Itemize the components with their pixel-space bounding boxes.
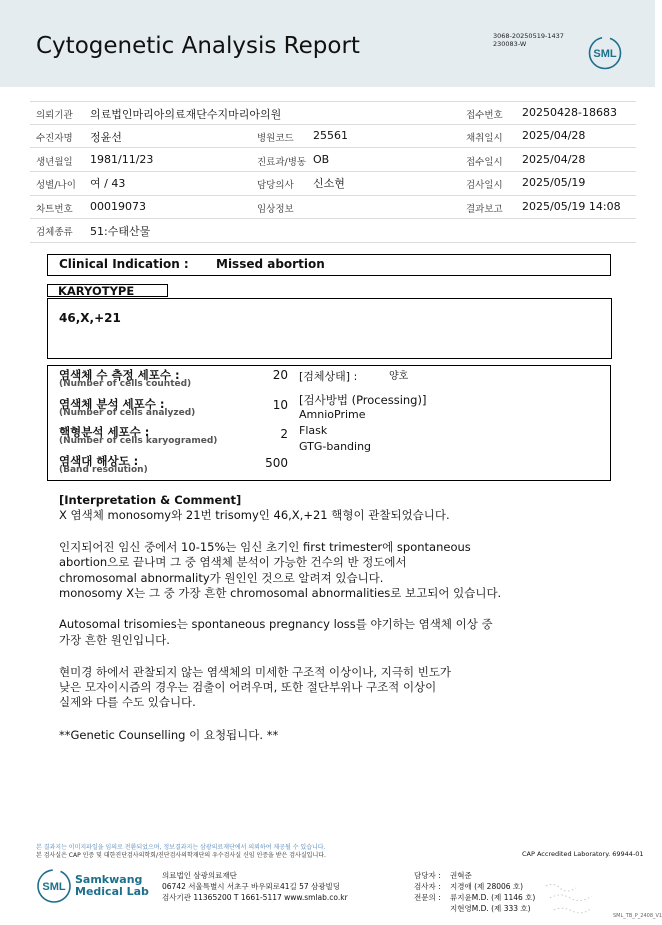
samkwang-logo-icon xyxy=(36,868,72,904)
samkwang-logo-text: SML xyxy=(42,881,66,893)
chart-no-value: 00019073 xyxy=(90,200,146,213)
interpretation-line: 실제와 다를 수도 있습니다. xyxy=(59,695,196,709)
processing-item: Flask xyxy=(299,424,328,437)
cells-analyzed-label: 염색체 분석 세포수 : xyxy=(59,397,165,411)
specimen-value: 51:수태산물 xyxy=(90,225,151,238)
footer-note-accreditation: 본 검사실은 CAP 인증 및 대한진단검사의학회/진단검사의학재단의 우수검사실 신임 인증을 받은 검사실입니다. xyxy=(36,852,326,859)
staff-names xyxy=(450,870,535,914)
clinical-info-label: 임상정보 xyxy=(257,204,294,215)
row-divider xyxy=(30,218,636,219)
exam-date-value: 2025/05/19 xyxy=(522,176,586,189)
brand-line2: Medical Lab xyxy=(75,885,149,898)
staff-role xyxy=(414,903,441,914)
processing-item: GTG-banding xyxy=(299,440,372,453)
staff-name: 지현영M.D. (제 333 호) xyxy=(450,904,531,913)
karyotype-box xyxy=(47,298,612,359)
staff-role: 전문의 : xyxy=(414,893,441,902)
cells-analyzed-value: 10 xyxy=(272,398,288,412)
cells-counted-sublabel: (Number of cells counted) xyxy=(59,379,192,389)
clinical-indication-value: Missed abortion xyxy=(216,257,325,271)
dob-value: 1981/11/23 xyxy=(90,153,154,166)
interpretation-line: 현미경 하에서 관찰되지 않는 염색체의 미세한 구조적 이상이나, 지극히 빈도가 xyxy=(59,665,452,679)
row-divider xyxy=(30,147,636,148)
cells-counted-label: 염색체 수 측정 세포수 : xyxy=(59,368,180,382)
interpretation-line: X 염색체 monosomy와 21번 trisomy인 46,X,+21 핵형이 관찰되었습니다. xyxy=(59,508,450,522)
karyotype-title: KARYOTYPE xyxy=(47,284,168,297)
processing-item: AmnioPrime xyxy=(299,408,366,421)
staff-name: 지경애 (제 28006 호) xyxy=(450,882,524,891)
genetic-counselling-note: **Genetic Counselling 이 요청됩니다. ** xyxy=(59,728,279,742)
sex-age-label: 성별/나이 xyxy=(36,180,76,191)
samkwang-brand xyxy=(75,874,149,898)
document-id-line1: 3068-20250519-1437 xyxy=(493,32,564,40)
org-address: 06742 서울특별시 서초구 바우뫼로41길 57 삼광빌딩 xyxy=(162,882,341,891)
institution-value: 의료법인마리아의료재단수지마리아의원 xyxy=(90,108,282,121)
doctor-value: 신소현 xyxy=(313,177,345,190)
staff-name: 류지윤M.D. (제 1146 호) xyxy=(450,893,536,902)
footer-note-conversion: 본 결과지는 이미지파일을 임의로 전환되었으며, 정보결과지는 삼광의료재단에서 의뢰하여 제공될 수 있습니다. xyxy=(36,844,326,851)
receipt-date-value: 2025/04/28 xyxy=(522,153,586,166)
row-divider xyxy=(30,124,636,125)
staff-role: 검사자 : xyxy=(414,882,441,891)
specimen-status-label: [검체상태] : xyxy=(299,370,358,383)
exam-date-label: 검사일시 xyxy=(466,180,503,191)
interpretation-line: 가장 흔한 원인입니다. xyxy=(59,633,170,647)
staff-name: 권혁준 xyxy=(450,871,472,880)
row-divider xyxy=(30,195,636,196)
interpretation-line: Autosomal trisomies는 spontaneous pregnancy loss를 야기하는 염색체 이상 중 xyxy=(59,617,493,631)
cells-counted-value: 20 xyxy=(272,368,288,382)
hospital-code-value: 25561 xyxy=(313,129,348,142)
staff-role: 담당자 : xyxy=(414,871,441,880)
document-id-line2: 230083-W xyxy=(493,40,527,48)
brand-line1: Samkwang xyxy=(75,873,143,886)
staff-roles xyxy=(414,870,441,914)
cells-karyogramed-sublabel: (Number of cells karyogramed) xyxy=(59,436,218,446)
document-id xyxy=(493,32,564,48)
cells-karyogramed-value: 2 xyxy=(280,427,288,441)
sml-logo-text: SML xyxy=(593,48,617,60)
cells-karyogramed-label: 핵형분석 세포수 : xyxy=(59,425,150,439)
institution-label: 의뢰기관 xyxy=(36,110,73,121)
receipt-no-value: 20250428-18683 xyxy=(522,106,617,119)
report-date-label: 결과보고 xyxy=(466,204,503,215)
sex-age-value: 여 / 43 xyxy=(90,177,126,190)
patient-name-label: 수진자명 xyxy=(36,133,73,144)
signature-mark xyxy=(540,880,612,916)
band-resolution-sublabel: (Band resolution) xyxy=(59,465,148,475)
receipt-no-label: 접수번호 xyxy=(466,110,503,121)
clinical-indication-label: Clinical Indication : xyxy=(59,257,189,271)
org-name: 의료법인 삼광의료재단 xyxy=(162,871,237,880)
org-contact: 검사기관 11365200 T 1661-5117 www.smlab.co.kr xyxy=(162,893,348,902)
sml-logo xyxy=(588,36,622,70)
karyotype-value: 46,X,+21 xyxy=(59,311,121,325)
row-divider xyxy=(30,101,636,102)
specimen-status-value: 양호 xyxy=(389,371,409,382)
interpretation-line: abortion으로 끝나며 그 중 염색체 분석이 가능한 건수의 반 정도에서 xyxy=(59,555,407,569)
receipt-date-label: 접수일시 xyxy=(466,157,503,168)
specimen-label: 검체종류 xyxy=(36,227,73,238)
cells-analyzed-sublabel: (Number of cells analyzed) xyxy=(59,408,196,418)
band-resolution-label: 염색대 해상도 : xyxy=(59,454,139,468)
collect-date-value: 2025/04/28 xyxy=(522,129,586,142)
patient-name-value: 정윤선 xyxy=(90,131,122,144)
hospital-code-label: 병원코드 xyxy=(257,133,294,144)
cap-accreditation: CAP Accredited Laboratory. 69944-01 xyxy=(522,850,644,858)
form-code: SML_TB_P_2408_V1 xyxy=(613,913,662,919)
interpretation-title: [Interpretation & Comment] xyxy=(59,493,242,507)
dept-value: OB xyxy=(313,153,330,166)
interpretation-line: chromosomal abnormality가 원인인 것으로 알려져 있습니다. xyxy=(59,571,384,585)
row-divider xyxy=(30,242,636,243)
dob-label: 생년월일 xyxy=(36,157,73,168)
chart-no-label: 차트번호 xyxy=(36,204,73,215)
band-resolution-value: 500 xyxy=(265,456,288,470)
doctor-label: 담당의사 xyxy=(257,180,294,191)
interpretation-line: 낮은 모자이시즘의 경우는 검출이 어려우며, 또한 절단부위나 구조적 이상이 xyxy=(59,680,437,694)
interpretation-line: monosomy X는 그 중 가장 흔한 chromosomal abnormalities로 보고되어 있습니다. xyxy=(59,586,502,600)
collect-date-label: 채취일시 xyxy=(466,133,503,144)
report-date-value: 2025/05/19 14:08 xyxy=(522,200,621,213)
report-title: Cytogenetic Analysis Report xyxy=(36,33,360,59)
org-info xyxy=(162,870,348,903)
row-divider xyxy=(30,171,636,172)
interpretation-line: 인지되어진 임신 중에서 10-15%는 임신 초기인 first trimester에 spontaneous xyxy=(59,540,471,554)
processing-label: [검사방법 (Processing)] xyxy=(299,393,427,407)
dept-label: 진료과/병동 xyxy=(257,157,307,168)
